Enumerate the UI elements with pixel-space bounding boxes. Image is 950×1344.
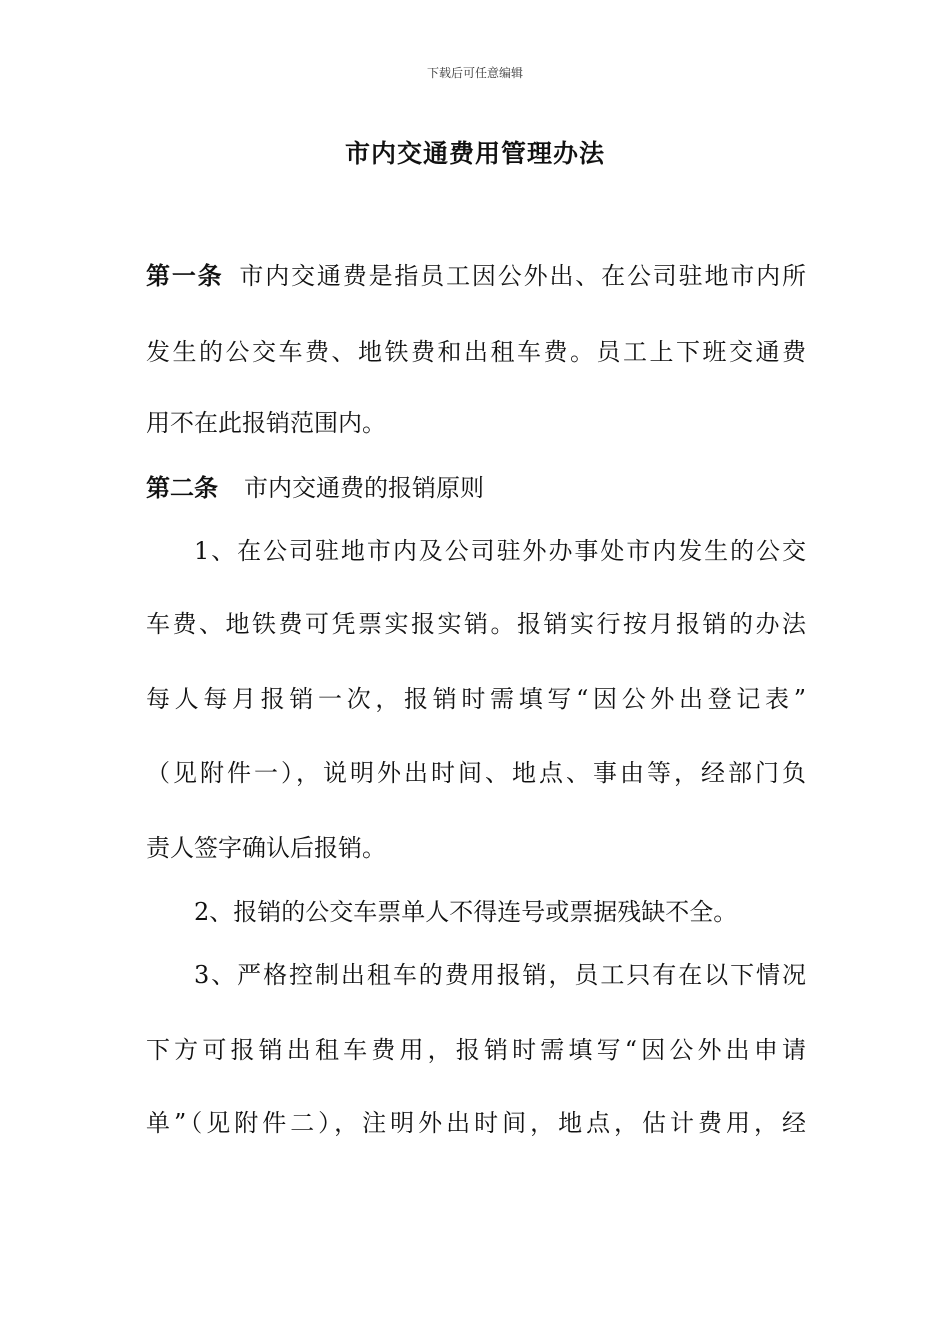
item2-line1: 2、报销的公交车票单人不得连号或票据残缺不全。 (194, 898, 738, 926)
article2-heading: 市内交通费的报销原则 (244, 474, 484, 502)
item3-line3: 单”（见附件二），注明外出时间，地点，估计费用，经 (146, 1109, 806, 1137)
article1-line2: 发生的公交车费、地铁费和出租车费。员工上下班交通费 (146, 338, 806, 366)
article1-text1: 市内交通费是指员工因公外出、在公司驻地市内所 (237, 262, 807, 290)
article2-line (146, 473, 806, 503)
article1-line1 (146, 261, 806, 291)
header-note: 下载后可任意编辑 (426, 66, 523, 80)
article1-line3: 用不在此报销范围内。 (146, 409, 386, 437)
document-title: 市内交通费用管理办法 (344, 139, 605, 168)
item1-line5: 责人签字确认后报销。 (146, 834, 386, 862)
item3-line1: 3、严格控制出租车的费用报销，员工只有在以下情况 (194, 961, 806, 989)
item1-line4: （见附件一），说明外出时间、地点、事由等，经部门负 (146, 759, 806, 787)
article2-label: 第二条 (146, 474, 218, 502)
item3-line2: 下方可报销出租车费用，报销时需填写“因公外出申请 (146, 1036, 806, 1064)
item1-line1: 1、在公司驻地市内及公司驻外办事处市内发生的公交 (194, 537, 806, 565)
article1-label: 第一条 (146, 262, 224, 290)
item1-line2: 车费、地铁费可凭票实报实销。报销实行按月报销的办法 (146, 610, 806, 638)
item1-line3: 每人每月报销一次，报销时需填写“因公外出登记表” (146, 685, 806, 713)
